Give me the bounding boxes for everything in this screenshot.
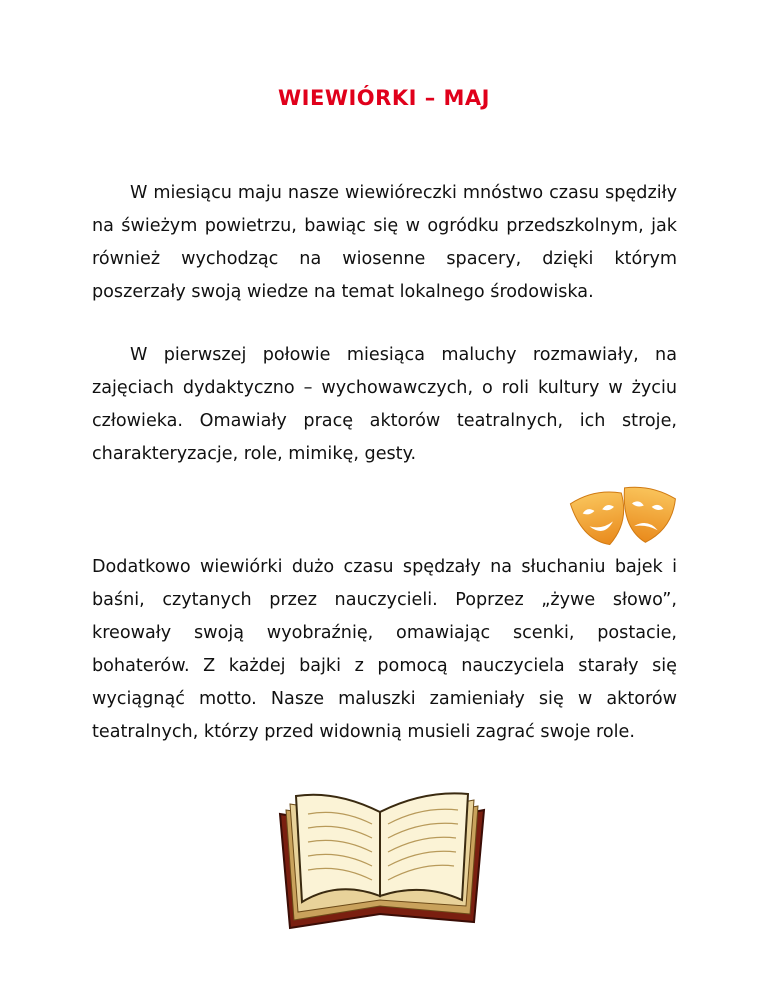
paragraph-fairytales: Dodatkowo wiewiórki dużo czasu spędzały na słuchaniu bajek i baśni, czytanych przez nauczycieli. Poprzez „żywe słowo”, kreowały swoją wyobraźnię, omawiając scenki, postacie, bohaterów. Z każdej bajki z pomocą nauczyciela starały się wyciągnąć motto. Nasze maluszki zamieniały się w aktorów teatralnych, którzy przed widownią musieli zagrać swoje role.: [92, 557, 677, 742]
theater-masks-icon: [568, 484, 680, 554]
page-title: WIEWIÓRKI – MAJ: [278, 86, 490, 110]
open-book-icon: [276, 790, 488, 930]
paragraph-culture: W pierwszej połowie miesiąca maluchy rozmawiały, na zajęciach dydaktyczno – wychowawczych, o roli kultury w życiu człowieka. Omawiały pracę aktorów teatralnych, ich stroje, charakteryzacje, role, mimikę, gesty.: [92, 345, 677, 464]
paragraph-intro: W miesiącu maju nasze wiewióreczki mnóstwo czasu spędziły na świeżym powietrzu, bawiąc się w ogródku przedszkolnym, jak również wychodząc na wiosenne spacery, dzięki którym poszerzały swoją wiedze na temat lokalnego środowiska.: [92, 183, 677, 302]
